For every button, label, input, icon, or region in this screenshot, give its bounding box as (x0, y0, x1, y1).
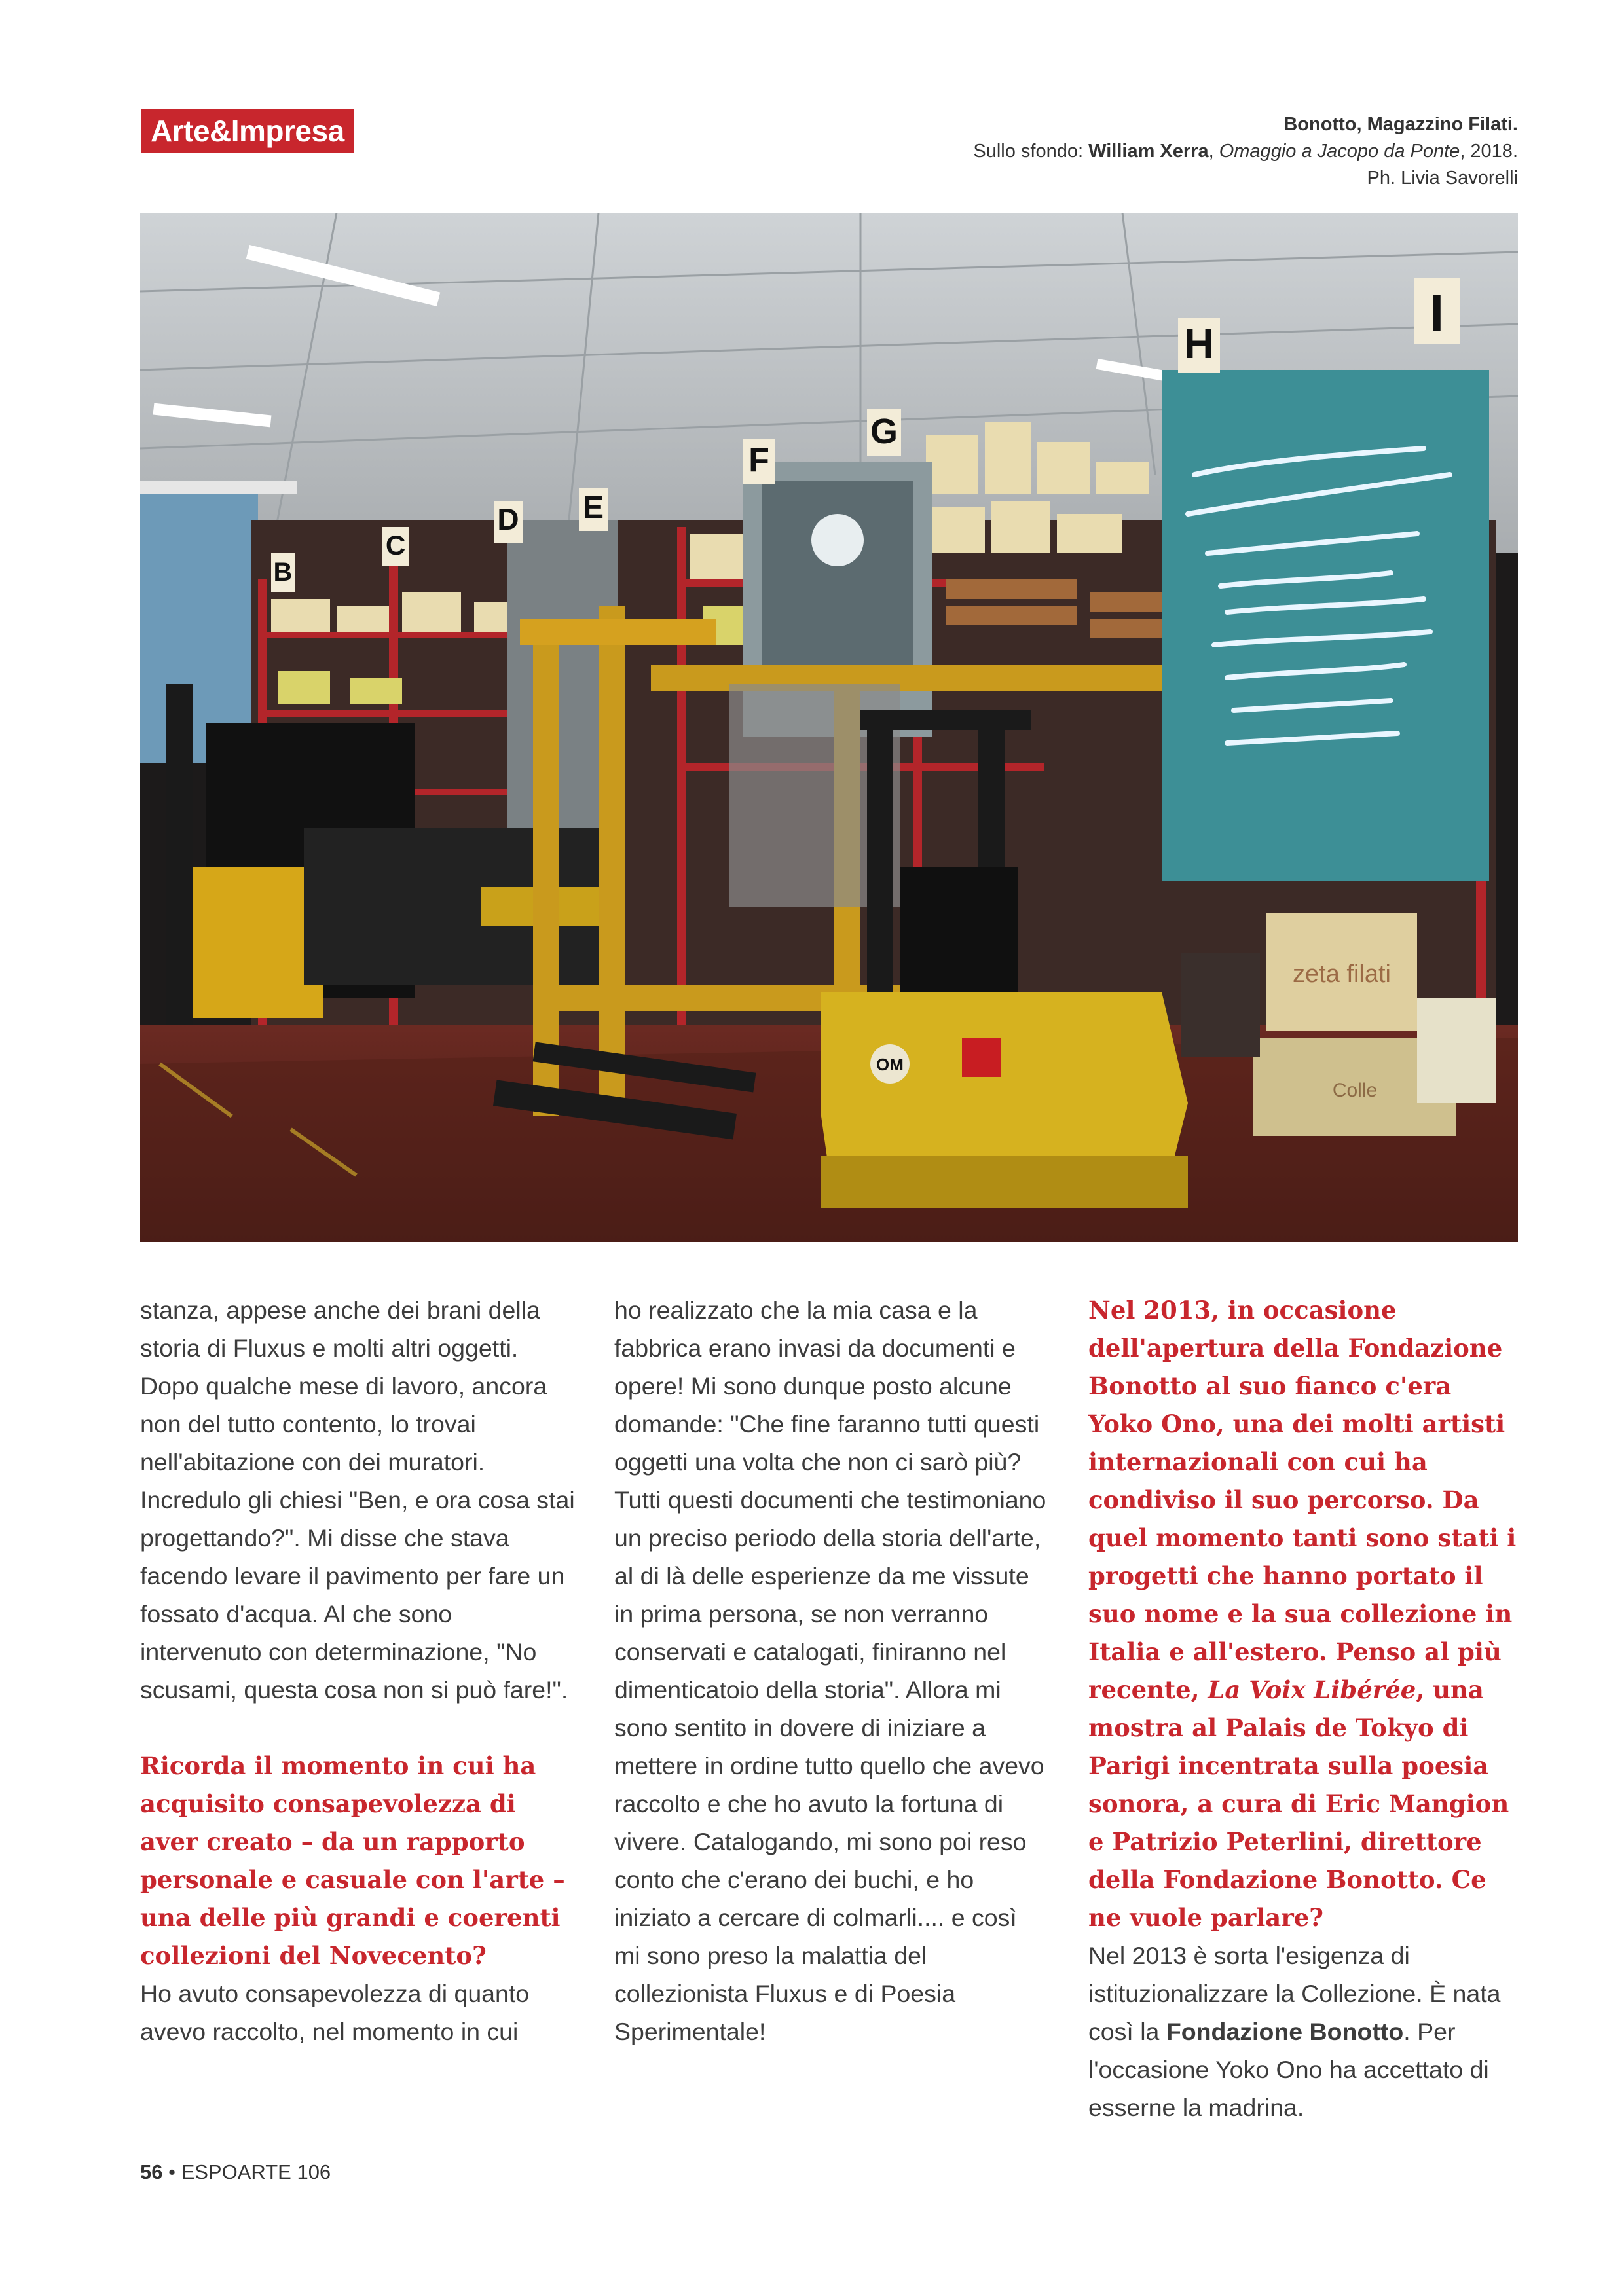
neon-artwork (1162, 370, 1489, 881)
caption-location: Bonotto, Magazzino Filati. (1283, 114, 1518, 135)
photo-caption: Bonotto, Magazzino Filati. Sullo sfondo: William Xerra, Omaggio a Jacopo da Ponte, 2018. Ph. Livia Savorelli (973, 111, 1518, 192)
text-column-1 (140, 1291, 575, 2050)
shelf-letter: C (385, 530, 406, 560)
shelf-letter: D (497, 502, 519, 536)
shelf-letter: B (273, 558, 293, 587)
shelf-letter: E (582, 490, 604, 525)
forklift-badge: OM (876, 1055, 904, 1074)
shelf-letter: H (1183, 320, 1215, 367)
caption-year: , 2018. (1460, 141, 1518, 162)
shelf-letter: G (870, 412, 898, 451)
caption-prefix: Sullo sfondo: (973, 141, 1089, 162)
interview-question: Nel 2013, in occasione dell'apertura della Fondazione Bonotto al suo fianco c'era Yoko Ono, una dei molti artisti internazionali con cui ha condiviso il suo percorso. Da quel momento tanti sono stati i progetti che hanno portato il suo nome e la sua collezione in Italia e all'estero. Penso al più recente, La Voix Libérée, una mostra al Palais de Tokyo di Parigi incentrata sulla poesia sonora, a cura di Eric Mangion e Patrizio Peterlini, direttore della Fondazione Bonotto. Ce ne vuole parlare? (1088, 1296, 1517, 1932)
shelf-letter: F (748, 441, 769, 479)
caption-work: Omaggio a Jacopo da Ponte (1219, 141, 1460, 162)
warehouse-illustration (140, 213, 1518, 1242)
foundation-name: Fondazione Bonotto (1166, 2018, 1404, 2045)
text-column-3 (1088, 1291, 1523, 2126)
shelf-letter: I (1429, 283, 1445, 342)
footer-separator: • (162, 2160, 181, 2183)
caption-photographer: Ph. Livia Savorelli (1367, 168, 1518, 189)
box-label: zeta filati (1293, 960, 1391, 988)
exhibition-title: La Voix Libérée (1208, 1675, 1416, 1704)
magazine-issue: ESPOARTE 106 (181, 2160, 331, 2183)
caption-artist: William Xerra (1088, 141, 1209, 162)
body-paragraph: stanza, appese anche dei brani della storia di Fluxus e molti altri oggetti. Dopo qualche mese di lavoro, ancora non del tutto contento, lo trovai nell'abitazione con dei muratori. Incredulo gli chiesi "Ben, e ora cosa stai progettando?". Mi disse che stava facendo levare il pavimento per fare un fossato d'acqua. Al che sono intervenuto con determinazione, "No scusami, questa cosa non si può fare!". (140, 1296, 575, 1704)
text-column-2 (614, 1291, 1049, 2050)
body-paragraph: ho realizzato che la mia casa e la fabbrica erano invasi da documenti e opere! Mi sono dunque posto alcune domande: "Che fine faranno tutti questi oggetti una volta che non ci sarò più? Tutti questi documenti che testimoniano un preciso periodo della storia dell'arte, al di là delle esperienze da me vissute in prima persona, se non verranno conservati e catalogati, finiranno nel dimenticatoio della storia". Allora mi sono sentito in dovere di iniziare a mettere in ordine tutto quello che avevo raccolto e che ho avuto la fortuna di vivere. Catalogando, mi sono poi reso conto che c'erano dei buchi, e ho iniziato a cercare di colmarli.... e così mi sono preso la malattia del collezionista Fluxus e di Poesia Sperimentale! (614, 1296, 1046, 2045)
box-label-2: Colle (1332, 1080, 1378, 1101)
page-footer (140, 2160, 331, 2184)
body-paragraph: Nel 2013 è sorta l'esigenza di istituzionalizzare la Collezione. È nata così la Fondazione Bonotto. Per l'occasione Yoko Ono ha accettato di esserne la madrina. (1088, 1942, 1501, 2121)
page-number: 56 (140, 2160, 163, 2183)
interview-question: Ricorda il momento in cui ha acquisito consapevolezza di aver creato – da un rapporto personale e casuale con l'arte – una delle più grandi e coerenti collezioni del Novecento? (140, 1751, 565, 1970)
body-paragraph: Ho avuto consapevolezza di quanto avevo raccolto, nel momento in cui (140, 1980, 530, 2045)
section-tag: Arte&Impresa (141, 109, 354, 153)
warehouse-photo (140, 213, 1518, 1242)
